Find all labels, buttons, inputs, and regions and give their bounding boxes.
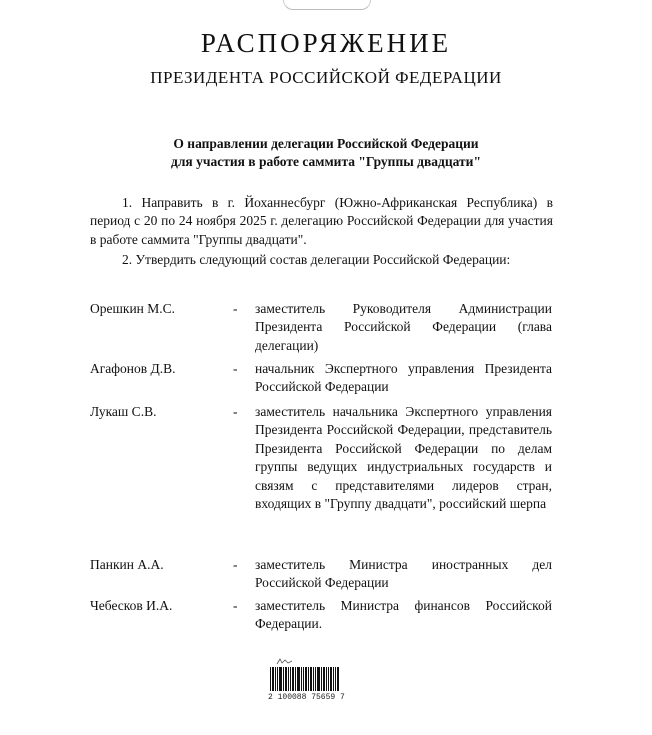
member-role: заместитель Руководителя Администрации Президента Российской Федерации (глава делегации) (255, 301, 552, 353)
document-heading (0, 135, 652, 171)
member-name: Орешкин М.С. (90, 301, 176, 316)
member-role: заместитель Министра финансов Российской Федерации. (255, 598, 552, 632)
barcode (270, 667, 350, 691)
member-dash: - (233, 598, 238, 613)
member-name: Чебесков И.А. (90, 598, 173, 613)
member-role: заместитель Министра иностранных дел Российской Федерации (255, 557, 552, 591)
document-title: РАСПОРЯЖЕНИЕ (200, 28, 452, 58)
paragraph-2: 2. Утвердить следующий состав делегации Российской Федерации: (122, 252, 511, 267)
signature-mark (276, 657, 294, 666)
barcode-number: 2 100088 75659 7 (268, 693, 345, 702)
member-dash: - (233, 557, 238, 572)
paragraph-1: 1. Направить в г. Йоханнесбург (Южно-Африканская Республика) в период с 20 по 24 ноября 2025 г. делегацию Российской Федерации для участия в работе саммита "Группы двадцати". (90, 195, 553, 247)
member-dash: - (233, 361, 238, 376)
member-name: Лукаш С.В. (90, 404, 157, 419)
member-role: начальник Экспертного управления Президента Российской Федерации (255, 361, 552, 395)
heading-line-1: О направлении делегации Российской Федерации (173, 136, 479, 151)
heading-line-2: для участия в работе саммита "Группы двадцати" (171, 154, 481, 169)
document-subtitle: ПРЕЗИДЕНТА РОССИЙСКОЙ ФЕДЕРАЦИИ (150, 68, 502, 87)
member-dash: - (233, 301, 238, 316)
member-name: Агафонов Д.В. (90, 361, 176, 376)
state-emblem (283, 0, 371, 10)
member-name: Панкин А.А. (90, 557, 164, 572)
member-dash: - (233, 404, 238, 419)
member-role: заместитель начальника Экспертного управления Президента Российской Федерации, представитель Президента Российской Федерации по делам группы ведущих индустриальных государств и связям с представителями лидеров стран, входящих в "Группу двадцати", российский шерпа (255, 404, 552, 512)
